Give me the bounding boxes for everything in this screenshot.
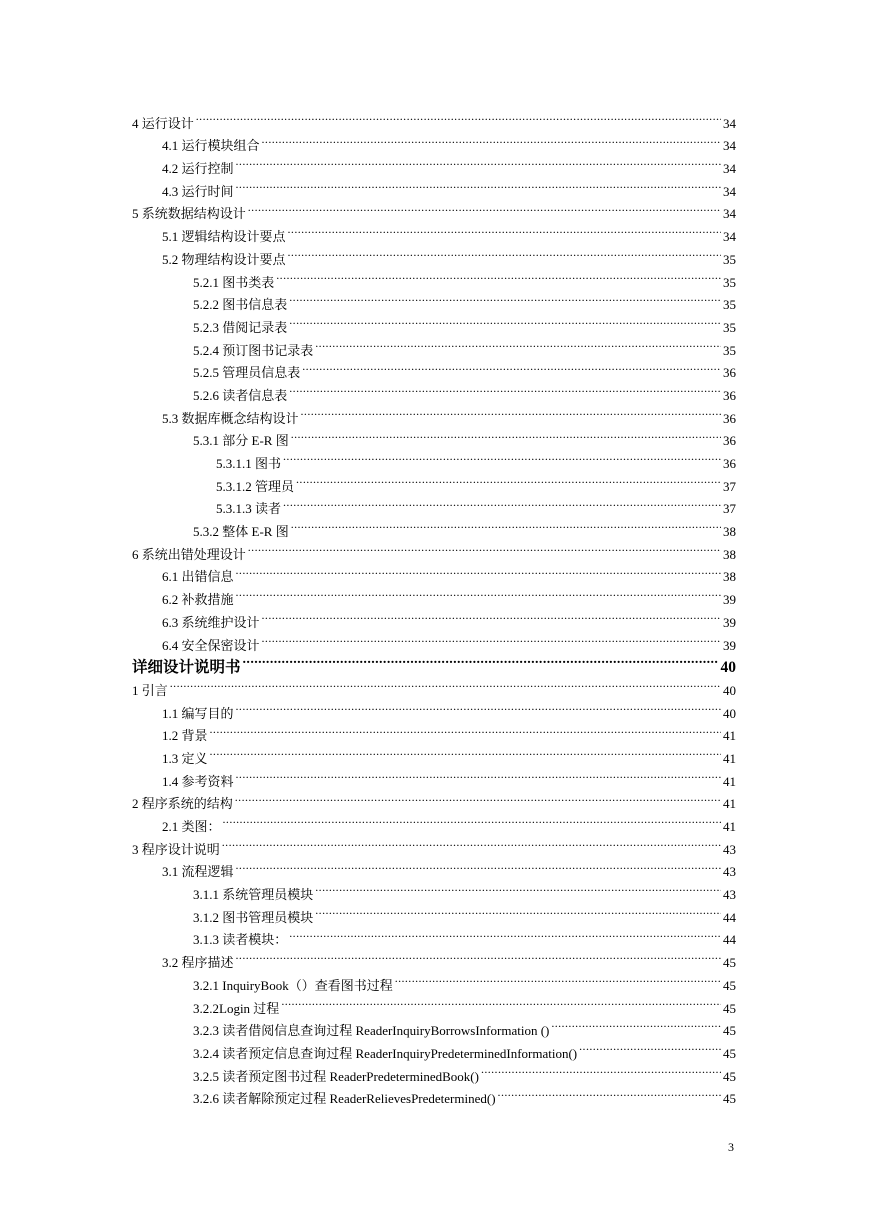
toc-entry-page: 38 <box>723 569 736 585</box>
toc-dot-leader <box>236 559 721 582</box>
page-number: 3 <box>728 1140 734 1154</box>
toc-dot-leader <box>262 604 721 627</box>
toc-entry-title: 6.4 安全保密设计 <box>162 637 260 653</box>
toc-dot-leader <box>196 105 721 128</box>
toc-dot-leader <box>315 899 721 922</box>
toc-entry-title: 5.2.6 读者信息表 <box>193 387 288 403</box>
toc-entry-title: 3.1.2 图书管理员模块 <box>193 909 314 925</box>
toc-entry-page: 36 <box>723 433 736 449</box>
toc-dot-leader <box>289 922 721 945</box>
toc-entry-title: 1.2 背景 <box>162 728 208 744</box>
toc-entry-title: 5.3.1.3 读者 <box>216 501 282 517</box>
toc-dot-leader <box>235 786 721 809</box>
toc-entry-title: 1.1 编写目的 <box>162 705 234 721</box>
toc-entry[interactable] <box>132 740 736 766</box>
toc-entry-title: 4 运行设计 <box>132 115 194 131</box>
toc-entry-title: 3.2.3 读者借阅信息查询过程 ReaderInquiryBorrowsInformation () <box>193 1023 550 1039</box>
toc-dot-leader <box>222 831 721 854</box>
toc-entry-title: 1.3 定义 <box>162 750 208 766</box>
toc-entry-page: 34 <box>723 138 736 154</box>
toc-dot-leader <box>283 445 721 468</box>
toc-entry-page: 36 <box>723 365 736 381</box>
toc-entry-page: 41 <box>723 796 736 812</box>
toc-entry-title: 5.3.2 整体 E-R 图 <box>193 524 289 540</box>
toc-entry-page: 34 <box>723 229 736 245</box>
toc-entry-title: 3.2.5 读者预定图书过程 ReaderPredeterminedBook() <box>193 1068 479 1084</box>
toc-dot-leader <box>276 264 721 287</box>
toc-entry-title: 5.2 物理结构设计要点 <box>162 251 286 267</box>
toc-entry-title: 6.3 系统维护设计 <box>162 614 260 630</box>
toc-dot-leader <box>236 581 721 604</box>
toc-entry[interactable] <box>132 831 736 857</box>
toc-dot-leader <box>223 808 721 831</box>
toc-entry-page: 37 <box>723 501 736 517</box>
toc-entry-page: 40 <box>723 682 736 698</box>
toc-dot-leader <box>236 695 721 718</box>
toc-entry[interactable] <box>132 718 736 744</box>
toc-entry-page: 43 <box>723 864 736 880</box>
toc-entry-title: 5.3.1 部分 E-R 图 <box>193 433 289 449</box>
toc-entry-page: 34 <box>723 206 736 222</box>
toc-entry-title: 3.2.4 读者预定信息查询过程 ReaderInquiryPredeterminedInformation() <box>193 1045 578 1061</box>
toc-entry-page: 38 <box>723 524 736 540</box>
toc-entry-title: 3.2.6 读者解除预定过程 ReaderRelievesPredetermined() <box>193 1091 496 1107</box>
toc-dot-leader <box>170 672 721 695</box>
toc-entry-page: 44 <box>723 932 736 948</box>
toc-dot-leader <box>236 173 721 196</box>
toc-dot-leader <box>289 287 721 310</box>
toc-entry-title: 详细设计说明书 <box>132 659 241 677</box>
toc-entry-title: 6.2 补救措施 <box>162 592 234 608</box>
toc-entry-title: 6 系统出错处理设计 <box>132 546 246 562</box>
toc-entry-title: 5.3.1.1 图书 <box>216 456 282 471</box>
toc-entry-title: 5 系统数据结构设计 <box>132 206 246 222</box>
toc-entry-page: 39 <box>723 592 736 608</box>
toc-entry-title: 3 程序设计说明 <box>132 841 220 857</box>
toc-entry-page: 35 <box>723 342 736 358</box>
toc-entry-page: 36 <box>723 410 736 426</box>
toc-dot-leader <box>296 468 721 491</box>
toc-dot-leader <box>210 740 721 763</box>
toc-entry-page: 34 <box>723 115 736 131</box>
toc-entry-title: 1 引言 <box>132 682 168 698</box>
toc-entry-page: 35 <box>723 274 736 290</box>
toc-entry-page: 45 <box>723 977 736 993</box>
toc-entry-title: 5.3 数据库概念结构设计 <box>162 410 299 426</box>
toc-dot-leader <box>281 990 721 1013</box>
toc-dot-leader <box>315 332 721 355</box>
toc-entry[interactable] <box>132 695 736 721</box>
toc-dot-leader <box>291 423 721 446</box>
toc-entry-page: 44 <box>723 909 736 925</box>
toc-entry-title: 5.2.4 预订图书记录表 <box>193 342 314 358</box>
toc-dot-leader <box>551 1013 721 1036</box>
toc-dot-leader <box>236 763 721 786</box>
toc-entry-page: 45 <box>723 955 736 971</box>
toc-entry-page: 34 <box>723 161 736 177</box>
toc-entry-title: 3.1.1 系统管理员模块 <box>193 887 314 903</box>
toc-entry-page: 41 <box>723 750 736 766</box>
toc-dot-leader <box>288 241 721 264</box>
toc-entry-title: 3.1 流程逻辑 <box>162 864 234 880</box>
toc-dot-leader <box>301 400 721 423</box>
toc-entry-page: 35 <box>723 319 736 335</box>
toc-entry-page: 38 <box>723 546 736 562</box>
toc-dot-leader <box>288 218 721 241</box>
toc-entry-page: 45 <box>723 1023 736 1039</box>
toc-entry-title: 3.2.2Login 过程 <box>193 1000 280 1016</box>
toc-entry[interactable] <box>132 105 736 131</box>
table-of-contents <box>132 105 736 1107</box>
toc-entry-page: 45 <box>723 1045 736 1061</box>
toc-entry-page: 40 <box>723 705 736 721</box>
toc-entry[interactable] <box>132 763 736 789</box>
toc-dot-leader <box>302 355 721 378</box>
toc-dot-leader <box>243 650 719 673</box>
toc-entry-title: 2.1 类图： <box>162 819 221 834</box>
toc-entry-page: 43 <box>723 887 736 903</box>
toc-entry-page: 36 <box>723 456 736 471</box>
toc-dot-leader <box>579 1035 721 1058</box>
toc-entry-page: 35 <box>723 251 736 267</box>
toc-entry-page: 45 <box>723 1068 736 1084</box>
toc-dot-leader <box>498 1081 721 1104</box>
toc-entry-page: 41 <box>723 728 736 744</box>
toc-entry-title: 4.3 运行时间 <box>162 183 234 199</box>
toc-dot-leader <box>481 1058 721 1081</box>
toc-entry-title: 4.2 运行控制 <box>162 161 234 177</box>
toc-entry-page: 36 <box>723 387 736 403</box>
toc-dot-leader <box>236 150 721 173</box>
toc-dot-leader <box>395 967 721 990</box>
toc-entry-page: 35 <box>723 297 736 313</box>
toc-entry-title: 5.3.1.2 管理员 <box>216 478 295 494</box>
toc-dot-leader <box>289 377 721 400</box>
toc-dot-leader <box>289 309 721 332</box>
toc-entry-title: 2 程序系统的结构 <box>132 796 233 812</box>
toc-entry-title: 3.2 程序描述 <box>162 955 234 971</box>
toc-dot-leader <box>236 854 721 877</box>
toc-dot-leader <box>315 876 721 899</box>
toc-entry-page: 39 <box>723 637 736 653</box>
toc-dot-leader <box>236 944 721 967</box>
toc-dot-leader <box>262 627 721 650</box>
toc-entry-page: 40 <box>720 659 736 677</box>
toc-entry-page: 34 <box>723 183 736 199</box>
toc-entry-title: 5.2.1 图书类表 <box>193 274 275 290</box>
toc-dot-leader <box>283 491 721 514</box>
toc-entry-title: 5.2.2 图书信息表 <box>193 297 288 313</box>
toc-entry-page: 39 <box>723 614 736 630</box>
toc-dot-leader <box>248 196 721 219</box>
toc-entry-title: 5.2.3 借阅记录表 <box>193 319 288 335</box>
toc-entry-page: 45 <box>723 1091 736 1107</box>
toc-dot-leader <box>291 513 721 536</box>
toc-entry-title: 4.1 运行模块组合 <box>162 138 260 154</box>
toc-entry[interactable] <box>132 808 736 834</box>
toc-entry-title: 1.4 参考资料 <box>162 773 234 789</box>
toc-entry-title: 3.2.1 InquiryBook（）查看图书过程 <box>193 977 393 993</box>
toc-dot-leader <box>248 536 721 559</box>
toc-dot-leader <box>210 718 721 741</box>
toc-entry-page: 41 <box>723 819 736 834</box>
toc-entry-page: 45 <box>723 1000 736 1016</box>
toc-dot-leader <box>262 128 721 151</box>
toc-entry-title: 3.1.3 读者模块： <box>193 932 288 948</box>
toc-entry[interactable] <box>132 854 736 880</box>
toc-entry-page: 41 <box>723 773 736 789</box>
toc-entry-page: 43 <box>723 841 736 857</box>
toc-entry-title: 6.1 出错信息 <box>162 569 234 585</box>
toc-entry-page: 37 <box>723 478 736 494</box>
toc-entry[interactable] <box>132 128 736 154</box>
toc-entry[interactable] <box>132 672 736 698</box>
toc-entry-title: 5.2.5 管理员信息表 <box>193 365 301 381</box>
toc-entry-title: 5.1 逻辑结构设计要点 <box>162 229 286 245</box>
